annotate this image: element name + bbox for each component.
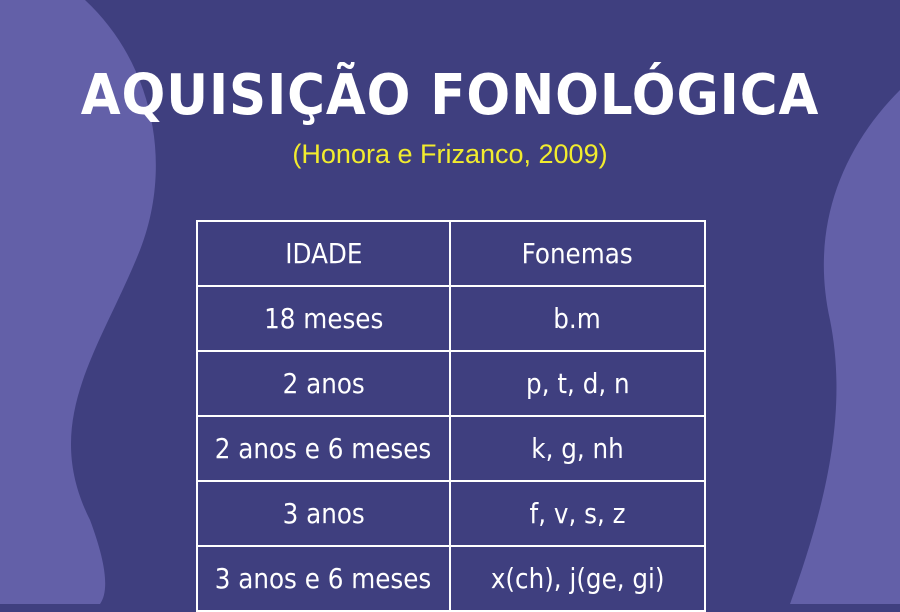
phonemes-cell: k, g, nh — [450, 416, 705, 481]
table-row — [197, 481, 705, 546]
table-row — [197, 351, 705, 416]
phonemes-cell: f, v, s, z — [450, 481, 705, 546]
table-row — [197, 416, 705, 481]
phoneme-acquisition-table — [196, 220, 706, 612]
age-cell: 2 anos — [197, 351, 450, 416]
table-row — [197, 546, 705, 611]
page-title: AQUISIÇÃO FONOLÓGICA — [80, 63, 820, 128]
phonemes-cell: p, t, d, n — [450, 351, 705, 416]
phonemes-cell: b.m — [450, 286, 705, 351]
column-header-fonemas: Fonemas — [450, 221, 705, 286]
age-cell: 2 anos e 6 meses — [197, 416, 450, 481]
column-header-idade: IDADE — [197, 221, 450, 286]
phonemes-cell: x(ch), j(ge, gi) — [450, 546, 705, 611]
age-cell: 3 anos e 6 meses — [197, 546, 450, 611]
age-cell: 3 anos — [197, 481, 450, 546]
table-header-row — [197, 221, 705, 286]
age-cell: 18 meses — [197, 286, 450, 351]
citation-subtitle: (Honora e Frizanco, 2009) — [292, 139, 608, 169]
table-row — [197, 286, 705, 351]
